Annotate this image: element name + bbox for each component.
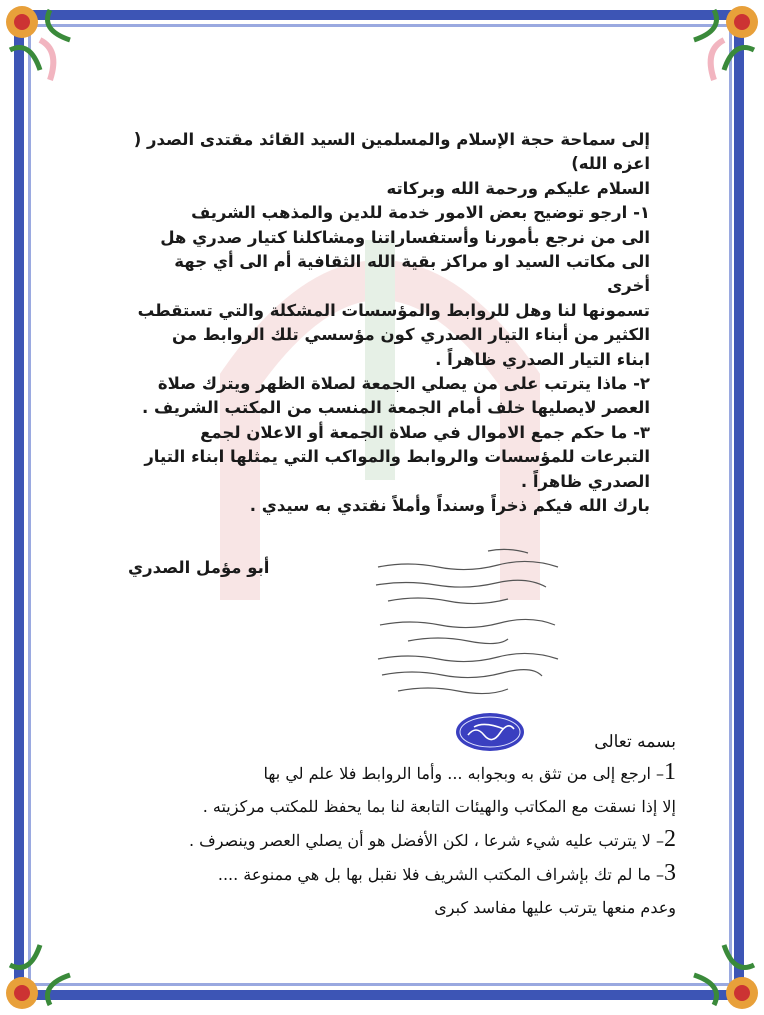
signature: أبو مؤمل الصدري <box>128 558 270 577</box>
answer-section <box>188 732 676 924</box>
answer-number: 2 <box>664 826 676 852</box>
letter-line: إلى سماحة حجة الإسلام والمسلمين السيد القائد مقتدى الصدر ( <box>133 130 650 149</box>
letter-line: ١- ارجو توضيح بعض الامور خدمة للدين والمذهب الشريف <box>191 203 650 223</box>
answer-line <box>340 891 676 924</box>
handwritten-notes <box>368 545 568 700</box>
floral-corner-icon <box>674 925 764 1015</box>
answer-text: – ما لم تك بإشراف المكتب الشريف فلا نقبل بها بل هي ممنوعة .... <box>217 865 664 884</box>
letter-line: اعزه الله) <box>571 154 650 174</box>
question-letter <box>128 128 650 519</box>
answer-line <box>217 857 676 891</box>
answer-heading: بسمه تعالى <box>594 732 676 752</box>
letter-line: ٣- ما حكم جمع الاموال في صلاة الجمعة أو الاعلان لجمع <box>200 422 650 442</box>
answer-text: إلا إذا نسقت مع المكاتب والهيئات التابعة لنا بما يحفظ للمكتب مركزيته . <box>202 797 676 816</box>
floral-corner-icon <box>0 0 90 90</box>
letter-line: ٢- ماذا يترتب على من يصلي الجمعة لصلاة الظهر ويترك صلاة <box>157 374 650 394</box>
answer-text: – ارجع إلى من تثق به وبجوابه ... وأما الروابط فلا علم لي بها <box>263 764 664 783</box>
letter-line: الى من نرجع بأمورنا وأستفساراتنا ومشاكلنا كتيار صدري هل <box>160 227 650 247</box>
letter-line: الكثير من أبناء التيار الصدري كون مؤسسي تلك الروابط من <box>172 325 650 345</box>
floral-corner-icon <box>674 0 764 90</box>
letter-line: ابناء التيار الصدري ظاهراً . <box>435 349 650 369</box>
answer-line <box>188 823 676 857</box>
answer-number: 1 <box>664 759 676 785</box>
answer-line <box>263 756 676 790</box>
answer-line <box>202 790 676 823</box>
answer-number: 3 <box>664 860 676 886</box>
letter-line: الى مكاتب السيد او مراكز بقية الله الثقافية أم الى أي جهة أخرى <box>174 252 650 296</box>
letter-line: الصدري ظاهراً . <box>520 471 650 491</box>
letter-line: التبرعات للمؤسسات والروابط والمواكب التي يمثلها ابناء التيار <box>144 447 650 467</box>
letter-line: تسمونها لنا وهل للروابط والمؤسسات المشكلة والتي تستقطب <box>137 300 650 320</box>
answer-text: – لا يترتب عليه شيء شرعا ، لكن الأفضل هو أن يصلي العصر وينصرف . <box>188 831 664 850</box>
letter-line: السلام عليكم ورحمة الله وبركاته <box>386 178 650 198</box>
floral-corner-icon <box>0 925 90 1015</box>
answer-text: وعدم منعها يترتب عليها مفاسد كبرى <box>434 898 676 917</box>
letter-line: العصر لايصليها خلف أمام الجمعة المنسب من المكتب الشريف . <box>142 398 650 418</box>
letter-line: بارك الله فيكم ذخراً وسنداً وأملاً نقتدي به سيدي . <box>249 496 650 516</box>
